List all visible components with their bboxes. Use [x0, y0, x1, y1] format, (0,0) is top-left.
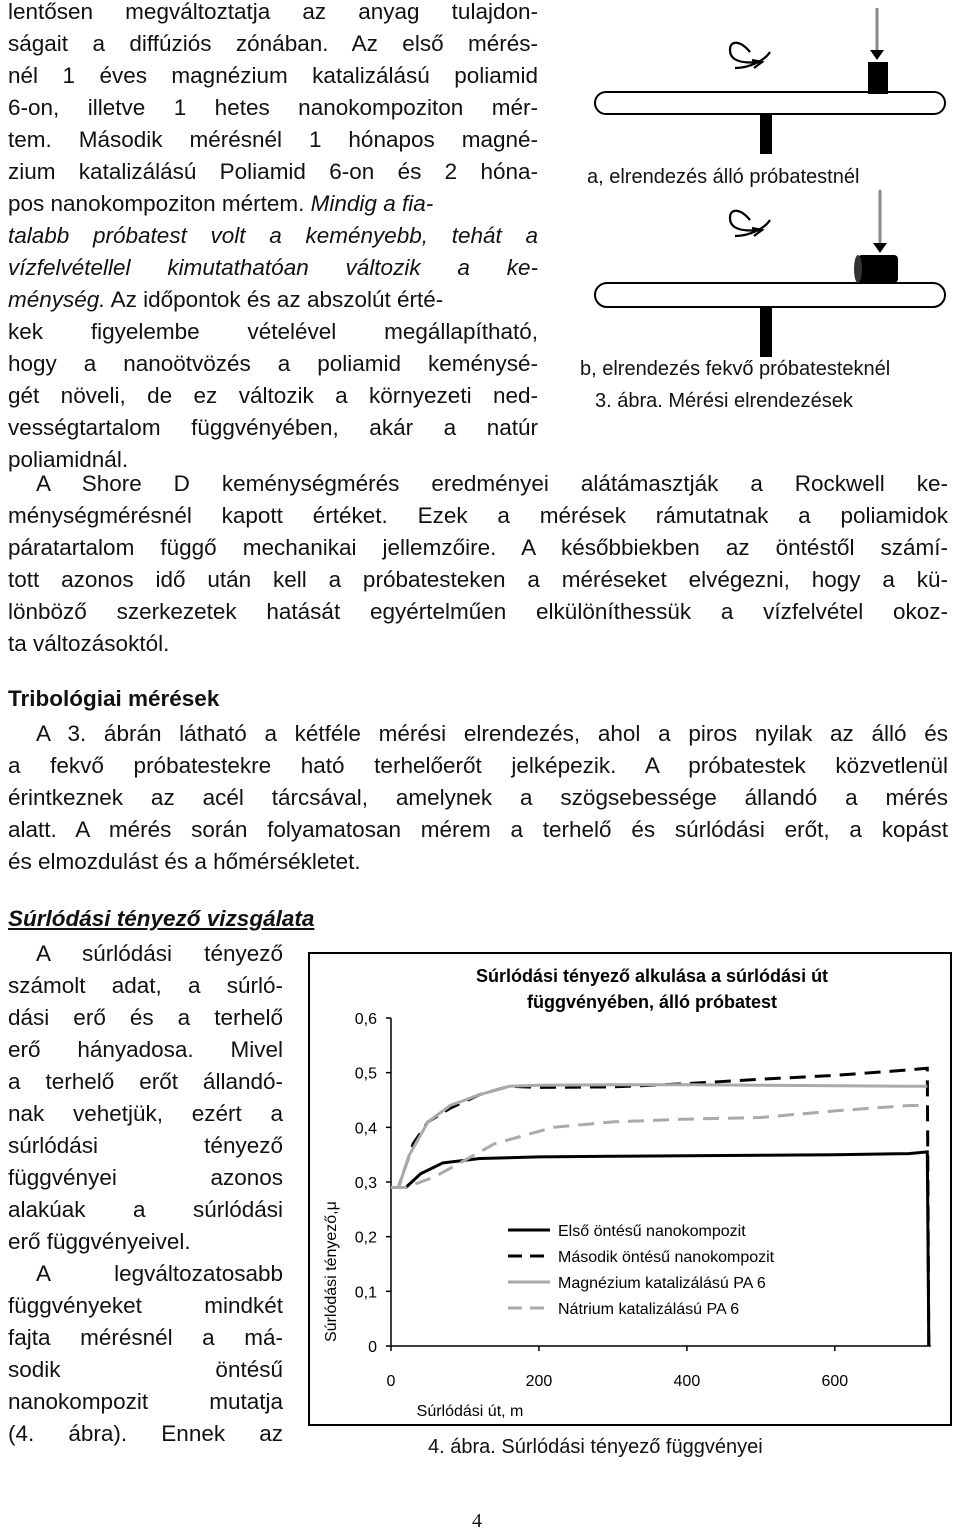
text-fragment: pos nanokompoziton mértem.: [8, 191, 311, 216]
text-line: zium katalizálású Poliamid 6-on és 2 hóna-: [8, 159, 538, 184]
text-line: A súrlódási tényező: [36, 941, 283, 966]
y-tick-label: 0,1: [354, 1284, 377, 1302]
section-title-friction: Súrlódási tényező vizsgálata: [8, 906, 315, 931]
rotation-arrow-icon: [730, 211, 770, 236]
text-line: dási erő és a terhelő: [8, 1005, 283, 1030]
text-line: ta változásoktól.: [8, 631, 170, 656]
text-line: a terhelő erőt állandó-: [8, 1069, 283, 1094]
text-line: A Shore D keménységmérés eredményei alátámasztják a Rockwell ke-: [36, 471, 948, 496]
section-title-tribology: Tribológiai mérések: [8, 686, 220, 711]
load-arrow-icon: [873, 190, 887, 253]
text-line: A 3. ábrán látható a kétféle mérési elrendezés, ahol a piros nyilak az álló és: [36, 721, 948, 746]
italic-fragment: ménység.: [8, 287, 106, 312]
text-line: erő függvényeivel.: [8, 1229, 191, 1254]
text-line: érintkeznek az acél tárcsával, amelynek a szögsebessége állandó a mérés: [8, 785, 948, 810]
text-fragment: Az időpontok és az abszolút érté-: [105, 287, 444, 312]
figure-4-caption: 4. ábra. Súrlódási tényező függvényei: [428, 1436, 763, 1458]
text-line: vességtartalom függvényében, akár a natúr: [8, 415, 538, 440]
legend-label: Magnézium katalizálású PA 6: [558, 1275, 766, 1292]
text-line: gét növeli, de ez változik a környezeti ned-: [8, 383, 538, 408]
x-tick-label: 200: [525, 1373, 553, 1390]
text-line: számolt adat, a súrló-: [8, 973, 283, 998]
text-line-italic: vízfelvétellel kimutathatóan változik a ke-: [8, 255, 538, 280]
text-line: nél 1 éves magnézium katalizálású poliamid: [8, 63, 538, 88]
text-line: és elmozdulást és a hőmérsékletet.: [8, 849, 361, 874]
standing-specimen: [868, 62, 888, 94]
text-line: nanokompozit mutatja: [8, 1389, 283, 1414]
page-number: 4: [472, 1510, 482, 1532]
lying-specimen: [858, 255, 898, 283]
text-line: hogy a nanoötvözés a poliamid keménysé-: [8, 351, 538, 376]
text-line: súrlódási tényező: [8, 1133, 283, 1158]
text-line: lentősen megváltoztatja az anyag tulajdon-: [8, 0, 538, 24]
text-line: poliamidnál.: [8, 447, 129, 472]
y-label-symbol: μ: [323, 1201, 340, 1211]
text-line: a fekvő próbatestekre ható terhelőerőt jelképezik. A próbatestek közvetlenül: [8, 753, 948, 778]
text-line: [8, 188, 433, 220]
text-line: ménységmérésnél kapott értéket. Ezek a mérések rámutatnak a poliamidok: [8, 503, 948, 528]
legend-label: Második öntésű nanokompozit: [558, 1249, 775, 1266]
text-line: fajta mérésnél a má-: [8, 1325, 283, 1350]
y-tick-label: 0,6: [354, 1011, 377, 1028]
text-line: sodik öntésű: [8, 1357, 283, 1382]
figure-3-label-a: a, elrendezés álló próbatestnél: [587, 166, 860, 188]
chart-x-label: Súrlódási út, m: [416, 1403, 524, 1420]
text-line: [8, 284, 443, 316]
italic-fragment: Mindig a fia-: [310, 191, 434, 216]
y-tick-label: 0,5: [354, 1065, 377, 1083]
text-line: kek figyelembe vételével megállapítható,: [8, 319, 538, 344]
text-line: alakúak a súrlódási: [8, 1197, 283, 1222]
text-line: (4. ábra). Ennek az: [8, 1421, 283, 1446]
text-line: függvényei azonos: [8, 1165, 283, 1190]
text-line: tott azonos idő után kell a próbatesteken a méréseket elvégezni, hogy a kü-: [8, 567, 948, 592]
y-label-text: Súrlódási tényező,: [323, 1210, 340, 1342]
figure-3-caption: 3. ábra. Mérési elrendezések: [595, 390, 853, 412]
text-line: ságait a diffúziós zónában. Az első mérés-: [8, 31, 538, 56]
x-tick-label: 600: [821, 1373, 849, 1390]
text-line: nak vehetjük, ezért a: [8, 1101, 283, 1126]
load-arrow-icon: [870, 8, 884, 60]
disk-a: [595, 92, 945, 154]
friction-chart: [308, 952, 952, 1426]
chart-y-label: [323, 1201, 340, 1342]
rotation-arrow-icon: [730, 43, 770, 68]
y-tick-label: 0,3: [354, 1175, 377, 1192]
disk-b: [595, 283, 945, 357]
y-tick-label: 0,2: [354, 1229, 377, 1247]
x-tick-label: 0: [386, 1373, 396, 1390]
chart-title-line-1: Súrlódási tényező alkulása a súrlódási út: [475, 966, 829, 986]
text-line-italic: talabb próbatest volt a keményebb, tehát a: [8, 223, 538, 248]
text-line: páratartalom függő mechanikai jellemzőire. A későbbiekben az öntéstől számí-: [8, 535, 948, 560]
legend-label: Nátrium katalizálású PA 6: [558, 1301, 740, 1318]
text-line: tem. Második mérésnél 1 hónapos magné-: [8, 127, 538, 152]
y-tick-label: 0,4: [354, 1120, 377, 1138]
text-line: A legváltozatosabb: [36, 1261, 283, 1286]
figure-3-label-b: b, elrendezés fekvő próbatesteknél: [580, 358, 891, 380]
chart-title-line-2: függvényében, álló próbatest: [526, 992, 778, 1012]
x-tick-label: 400: [673, 1373, 701, 1390]
y-tick-label: 0: [368, 1339, 377, 1356]
text-line: alatt. A mérés során folyamatosan mérem a terhelő és súrlódási erőt, a kopást: [8, 817, 948, 842]
text-line: erő hányadosa. Mivel: [8, 1037, 283, 1062]
text-line: 6-on, illetve 1 hetes nanokompoziton mér-: [8, 95, 538, 120]
text-line: függvényeket mindkét: [8, 1293, 283, 1318]
text-line: lönböző szerkezetek hatását egyértelműen elkülöníthessük a vízfelvétel okoz-: [8, 599, 948, 624]
legend-label: Első öntésű nanokompozit: [558, 1223, 746, 1240]
